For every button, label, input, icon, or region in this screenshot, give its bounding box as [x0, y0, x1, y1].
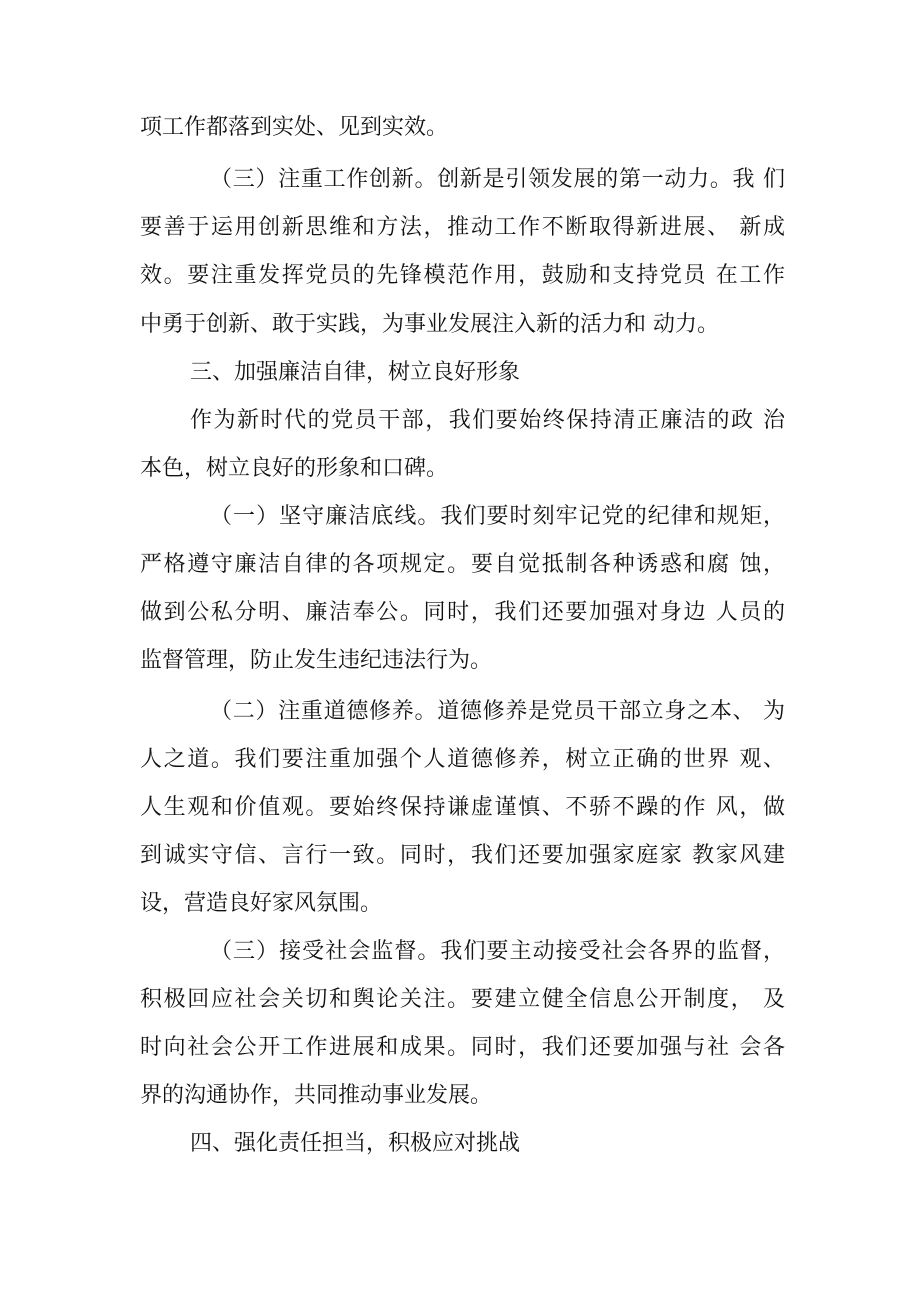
text-line: 人之道。我们要注重加强个人道德修养，树立正确的世界 观、 — [140, 747, 785, 772]
text-line: 人生观和价值观。要始终保持谦虚谨慎、不骄不躁的作 风，做 — [140, 795, 785, 820]
text-line: 做到公私分明、廉洁奉公。同时，我们还要加强对身边 人员的 — [140, 600, 785, 625]
text-line: （二）注重道德修养。道德修养是党员干部立身之本、 为 — [210, 699, 785, 724]
text-line: 严格遵守廉洁自律的各项规定。要自觉抵制各种诱惑和腐 蚀， — [140, 552, 785, 577]
section-heading: 四、强化责任担当，积极应对挑战 — [190, 1131, 521, 1156]
text-line: 积极回应社会关切和舆论关注。要建立健全信息公开制度， 及 — [140, 987, 785, 1012]
text-line: 设，营造良好家风氛围。 — [140, 891, 383, 916]
text-line: 时向社会公开工作进展和成果。同时，我们还要加强与社 会各 — [140, 1035, 785, 1060]
text-line: 要善于运用创新思维和方法，推动工作不断取得新进展、 新成 — [140, 215, 785, 240]
text-line: （三）注重工作创新。创新是引领发展的第一动力。我 们 — [210, 167, 785, 192]
text-line: （一）坚守廉洁底线。我们要时刻牢记党的纪律和规矩， — [210, 504, 785, 529]
text-line: 监督管理，防止发生违纪违法行为。 — [140, 648, 493, 673]
text-line: （三）接受社会监督。我们要主动接受社会各界的监督， — [210, 939, 785, 964]
text-line: 中勇于创新、敢于实践，为事业发展注入新的活力和 动力。 — [140, 312, 719, 337]
text-line: 效。要注重发挥党员的先锋模范作用，鼓励和支持党员 在工作 — [140, 263, 785, 288]
text-line: 作为新时代的党员干部，我们要始终保持清正廉洁的政 治 — [190, 408, 785, 433]
text-line: 本色，树立良好的形象和口碑。 — [140, 456, 449, 481]
text-line: 界的沟通协作，共同推动事业发展。 — [140, 1083, 493, 1108]
section-heading: 三、加强廉洁自律，树立良好形象 — [190, 360, 521, 385]
text-line: 到诚实守信、言行一致。同时，我们还要加强家庭家 教家风建 — [140, 843, 785, 868]
text-line: 项工作都落到实处、见到实效。 — [140, 115, 449, 140]
